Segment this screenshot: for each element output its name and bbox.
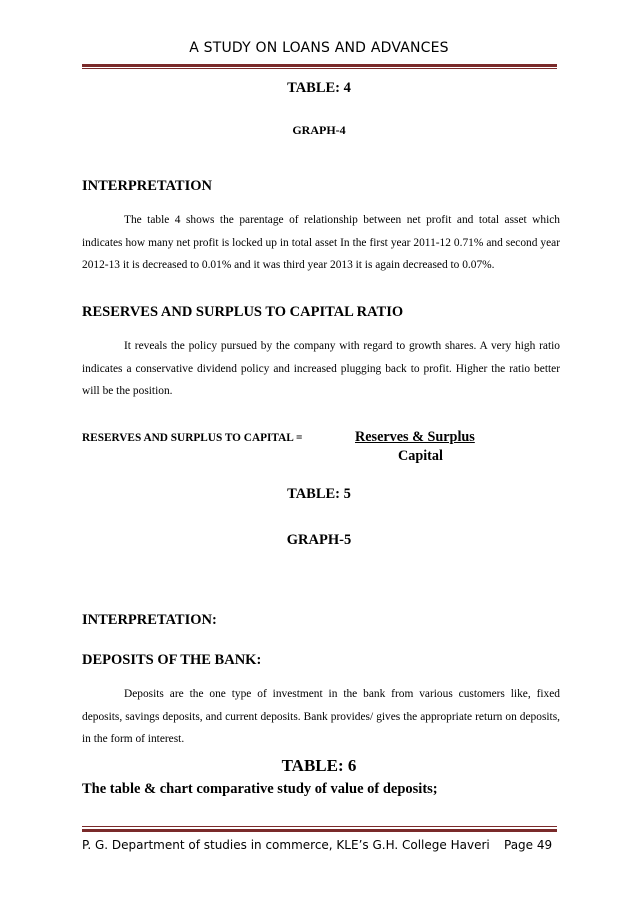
formula-lhs: RESERVES AND SURPLUS TO CAPITAL = [82, 432, 303, 444]
interpretation-heading-2: INTERPRETATION: [82, 612, 217, 628]
table-4-label: TABLE: 4 [287, 80, 351, 96]
graph-4-label: GRAPH-4 [292, 123, 346, 137]
reserves-section-paragraph: It reveals the policy pursued by the company with regard to growth shares. A very high ratio indicates a conservative dividend policy and increased plugging back to profit. Higher the ratio better will be the position. [82, 340, 560, 397]
deposits-section-heading: DEPOSITS OF THE BANK: [82, 652, 262, 668]
footer-department: P. G. Department of studies in commerce, KLE’s G.H. College Haveri [82, 838, 490, 852]
footer-rule [82, 829, 557, 832]
header-rule [82, 64, 557, 67]
formula-denominator: Capital [398, 448, 443, 464]
interpretation-heading-1: INTERPRETATION [82, 178, 212, 194]
formula-numerator: Reserves & Surplus [355, 429, 475, 445]
footer-page-number: Page 49 [504, 838, 553, 852]
deposits-section-paragraph: Deposits are the one type of investment in the bank from various customers like, fixed deposits, savings deposits, and current deposits. Bank provides/ gives the appropriate return on deposits, in the form of interest. [82, 688, 560, 745]
page-header-title: A STUDY ON LOANS AND ADVANCES [189, 40, 449, 56]
graph-5-label: GRAPH-5 [286, 532, 352, 548]
header-rule-thin [82, 68, 557, 69]
footer-rule-thin [82, 826, 557, 827]
table-5-label: TABLE: 5 [287, 486, 351, 502]
reserves-section-heading: RESERVES AND SURPLUS TO CAPITAL RATIO [82, 304, 404, 320]
table-6-label: TABLE: 6 [281, 756, 357, 775]
table-6-caption: The table & chart comparative study of value of deposits; [82, 781, 438, 797]
interpretation-paragraph-1: The table 4 shows the parentage of relationship between net profit and total asset which indicates how many net profit is locked up in total asset In the first year 2011-12 0.71% and second year 2012-13 it is decreased to 0.01% and it was third year 2013 it is again decreased to 0.07%. [82, 214, 560, 271]
